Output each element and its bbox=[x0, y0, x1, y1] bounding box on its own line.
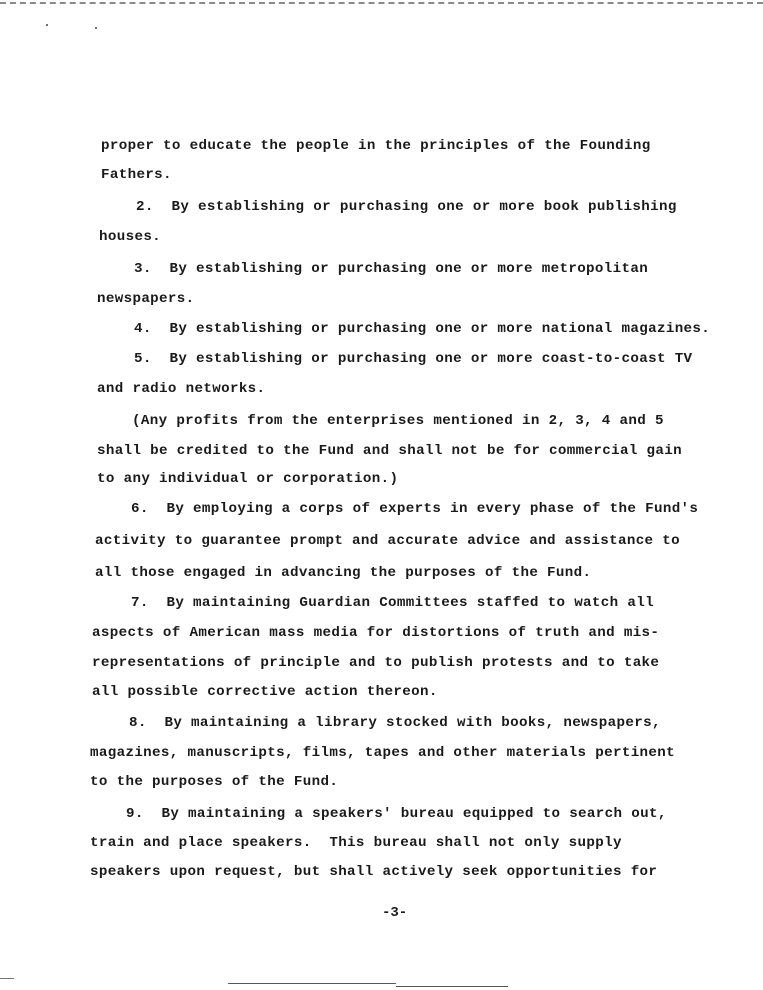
top-edge-rule bbox=[0, 2, 763, 4]
text-line: all possible corrective action thereon. bbox=[92, 684, 438, 700]
bottom-scan-rule bbox=[396, 986, 508, 987]
text-line: activity to guarantee prompt and accurate advice and assistance to bbox=[95, 533, 681, 549]
text-line: 4. By establishing or purchasing one or more national magazines. bbox=[134, 321, 711, 337]
text-line: and radio networks. bbox=[97, 381, 266, 397]
text-line: 6. By employing a corps of experts in every phase of the Fund's bbox=[131, 501, 699, 517]
text-line: 2. By establishing or purchasing one or more book publishing bbox=[136, 199, 677, 215]
text-line: representations of principle and to publish protests and to take bbox=[92, 655, 660, 671]
text-line: houses. bbox=[99, 229, 162, 245]
text-line: newspapers. bbox=[97, 291, 195, 307]
text-line: magazines, manuscripts, films, tapes and other materials pertinent bbox=[90, 745, 676, 761]
text-line: shall be credited to the Fund and shall not be for commercial gain bbox=[97, 443, 683, 459]
text-line: Fathers. bbox=[101, 167, 172, 183]
text-line: 8. By maintaining a library stocked with books, newspapers, bbox=[129, 715, 661, 731]
text-line: to any individual or corporation.) bbox=[97, 471, 399, 487]
text-line: all those engaged in advancing the purposes of the Fund. bbox=[95, 565, 592, 581]
text-line: 9. By maintaining a speakers' bureau equipped to search out, bbox=[126, 806, 667, 822]
text-line: speakers upon request, but shall actively seek opportunities for bbox=[90, 864, 658, 880]
scan-speck bbox=[95, 27, 97, 29]
scan-speck bbox=[46, 24, 48, 26]
bottom-scan-rule bbox=[228, 983, 396, 984]
text-line: to the purposes of the Fund. bbox=[90, 774, 339, 790]
bottom-scan-rule bbox=[0, 978, 14, 979]
text-line: 7. By maintaining Guardian Committees staffed to watch all bbox=[131, 595, 654, 611]
page-number: -3- bbox=[382, 905, 408, 921]
text-line: 5. By establishing or purchasing one or more coast-to-coast TV bbox=[134, 351, 693, 367]
text-line: proper to educate the people in the principles of the Founding bbox=[101, 138, 651, 154]
text-line: 3. By establishing or purchasing one or more metropolitan bbox=[134, 261, 649, 277]
text-line: (Any profits from the enterprises mentioned in 2, 3, 4 and 5 bbox=[132, 413, 664, 429]
text-line: aspects of American mass media for distortions of truth and mis- bbox=[92, 625, 660, 641]
text-line: train and place speakers. This bureau shall not only supply bbox=[90, 835, 622, 851]
